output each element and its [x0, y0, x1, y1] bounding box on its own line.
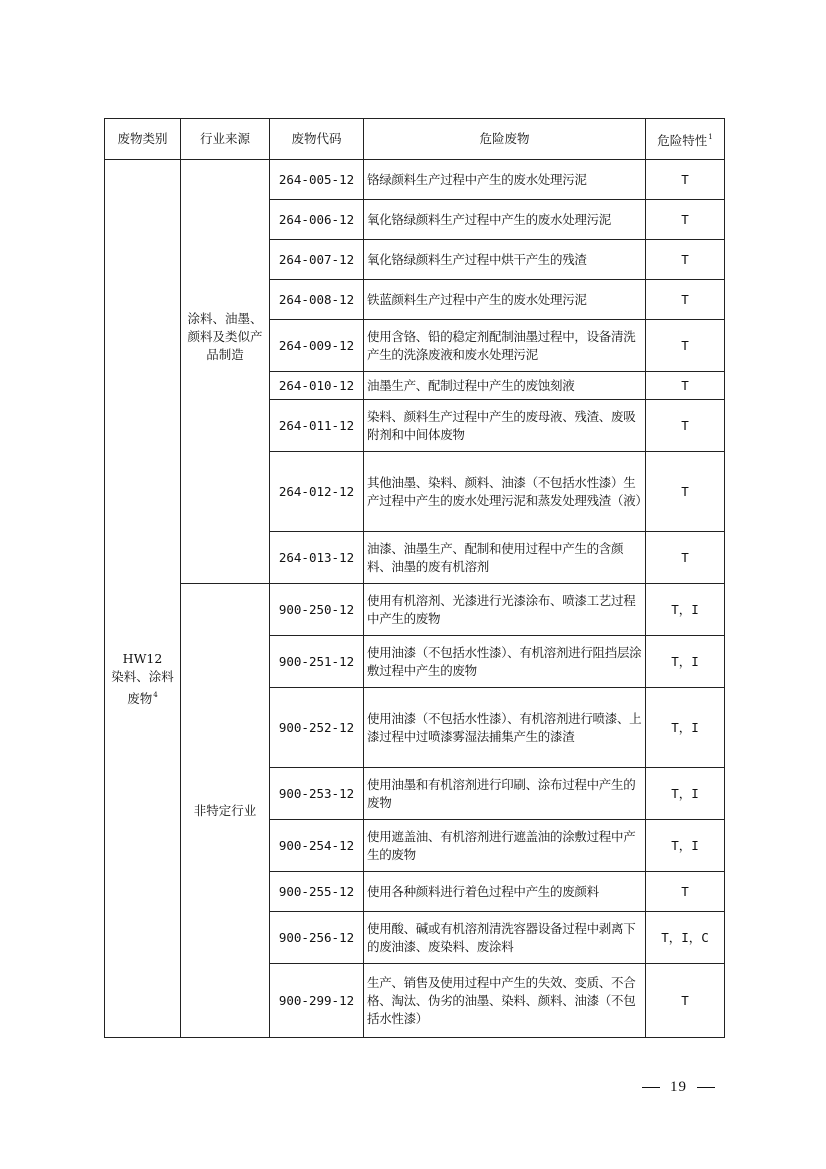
waste-code-cell: 264-010-12: [270, 372, 364, 400]
hazard-property-cell: T: [646, 452, 725, 532]
waste-description-cell: 使用油墨和有机溶剂进行印刷、涂布过程中产生的废物: [364, 768, 646, 820]
waste-code-cell: 900-254-12: [270, 820, 364, 872]
waste-code-cell: 264-007-12: [270, 240, 364, 280]
waste-description-cell: 铬绿颜料生产过程中产生的废水处理污泥: [364, 160, 646, 200]
waste-code-cell: 264-009-12: [270, 320, 364, 372]
waste-code-cell: 264-012-12: [270, 452, 364, 532]
waste-code-cell: 900-251-12: [270, 636, 364, 688]
category-name-text: 染料、涂料废物: [111, 668, 174, 706]
waste-code-cell: 264-013-12: [270, 532, 364, 584]
header-industry: 行业来源: [181, 119, 270, 160]
waste-code-cell: 900-256-12: [270, 912, 364, 964]
hazard-property-cell: T: [646, 532, 725, 584]
header-properties: [646, 119, 725, 160]
industry-cell: 涂料、油墨、颜料及类似产品制造: [181, 160, 270, 584]
waste-description-cell: 氧化铬绿颜料生产过程中烘干产生的残渣: [364, 240, 646, 280]
waste-code-cell: 900-250-12: [270, 584, 364, 636]
hazard-property-cell: T: [646, 320, 725, 372]
hazard-property-cell: T: [646, 400, 725, 452]
waste-description-cell: 其他油墨、染料、颜料、油漆（不包括水性漆）生产过程中产生的废水处理污泥和蒸发处理残渣（液）: [364, 452, 646, 532]
hazard-property-cell: T: [646, 964, 725, 1038]
hazard-property-cell: T，I: [646, 584, 725, 636]
waste-description-cell: 使用油漆（不包括水性漆）、有机溶剂进行阻挡层涂敷过程中产生的废物: [364, 636, 646, 688]
page-dash-left: [642, 1087, 660, 1088]
header-waste: 危险废物: [364, 119, 646, 160]
header-category: 废物类别: [105, 119, 181, 160]
waste-description-cell: 氧化铬绿颜料生产过程中产生的废水处理污泥: [364, 200, 646, 240]
table-row: [105, 160, 725, 200]
waste-description-cell: 使用遮盖油、有机溶剂进行遮盖油的涂敷过程中产生的废物: [364, 820, 646, 872]
hazard-property-cell: T: [646, 240, 725, 280]
hazard-property-cell: T，I: [646, 820, 725, 872]
hazard-property-cell: T: [646, 872, 725, 912]
waste-code-cell: 264-008-12: [270, 280, 364, 320]
table-row: [105, 584, 725, 636]
hazard-property-cell: T: [646, 160, 725, 200]
waste-description-cell: 铁蓝颜料生产过程中产生的废水处理污泥: [364, 280, 646, 320]
category-footnote: 4: [153, 690, 158, 699]
header-properties-label: 危险特性: [657, 133, 708, 148]
waste-code-cell: 900-253-12: [270, 768, 364, 820]
waste-description-cell: 使用含铬、铅的稳定剂配制油墨过程中，设备清洗产生的洗涤废液和废水处理污泥: [364, 320, 646, 372]
waste-code-cell: 264-011-12: [270, 400, 364, 452]
page-number-value: 19: [670, 1079, 687, 1095]
page-dash-right: [697, 1087, 715, 1088]
category-code: HW12: [122, 650, 163, 666]
hazardous-waste-table: [104, 118, 725, 1038]
waste-description-cell: 使用油漆（不包括水性漆）、有机溶剂进行喷漆、上漆过程中过喷漆雾湿法捕集产生的漆渣: [364, 688, 646, 768]
waste-code-cell: 900-255-12: [270, 872, 364, 912]
category-name: [108, 668, 177, 708]
waste-description-cell: 染料、颜料生产过程中产生的废母液、残渣、废吸附剂和中间体废物: [364, 400, 646, 452]
waste-description-cell: 生产、销售及使用过程中产生的失效、变质、不合格、淘汰、伪劣的油墨、染料、颜料、油漆（不包括水性漆）: [364, 964, 646, 1038]
waste-code-cell: 900-299-12: [270, 964, 364, 1038]
waste-code-cell: 264-005-12: [270, 160, 364, 200]
header-code: 废物代码: [270, 119, 364, 160]
waste-description-cell: 油墨生产、配制过程中产生的废蚀刻液: [364, 372, 646, 400]
hazard-property-cell: T，I: [646, 636, 725, 688]
waste-description-cell: 使用酸、碱或有机溶剂清洗容器设备过程中剥离下的废油漆、废染料、废涂料: [364, 912, 646, 964]
hazard-property-cell: T: [646, 372, 725, 400]
hazard-property-cell: T: [646, 200, 725, 240]
table-header-row: [105, 119, 725, 160]
hazard-property-cell: T，I: [646, 688, 725, 768]
waste-description-cell: 使用有机溶剂、光漆进行光漆涂布、喷漆工艺过程中产生的废物: [364, 584, 646, 636]
waste-code-cell: 264-006-12: [270, 200, 364, 240]
hazard-property-cell: T，I: [646, 768, 725, 820]
header-properties-footnote: 1: [708, 133, 713, 141]
page-number: [632, 1079, 725, 1096]
industry-cell: 非特定行业: [181, 584, 270, 1038]
waste-description-cell: 油漆、油墨生产、配制和使用过程中产生的含颜料、油墨的废有机溶剂: [364, 532, 646, 584]
hazard-property-cell: T: [646, 280, 725, 320]
waste-description-cell: 使用各种颜料进行着色过程中产生的废颜料: [364, 872, 646, 912]
hazard-property-cell: T，I，C: [646, 912, 725, 964]
category-cell: [105, 160, 181, 1038]
waste-code-cell: 900-252-12: [270, 688, 364, 768]
